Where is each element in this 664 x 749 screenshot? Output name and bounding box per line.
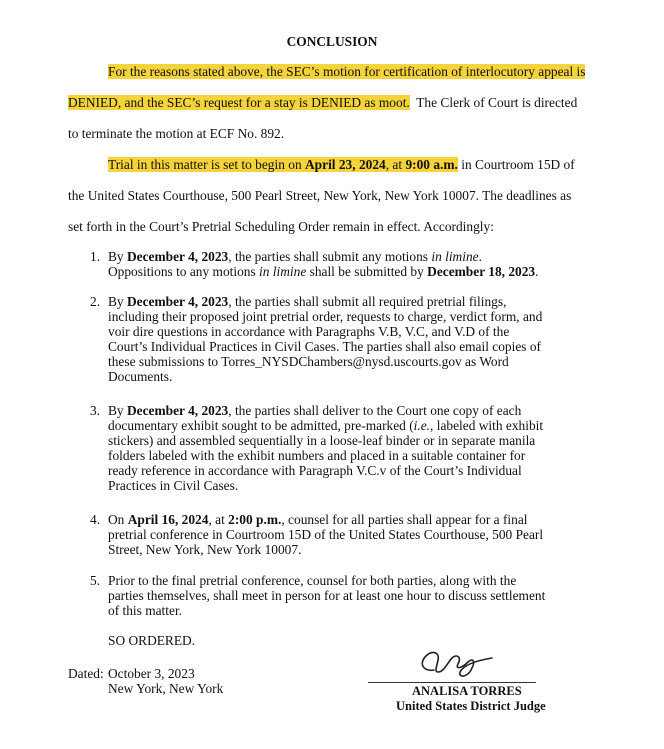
dated-label: Dated: [68,666,104,681]
item1-text: By December 4, 2023, the parties shall submit any motions in limine. Oppositions to any motions in limine shall be submitted by December 18, 2023. [108,249,539,279]
denied-highlight: DENIED, and the SEC’s request for a stay is DENIED as moot. [68,95,410,110]
para1-line3: to terminate the motion at ECF No. 892. [68,126,285,141]
judge-name: ANALISA TORRES [412,684,522,698]
item2-text: By December 4, 2023, the parties shall submit all required pretrial filings, including their proposed joint pretrial order, requests to charge, verdict form, and voir dire questions in accordance with Paragraphs V.B, V.C, and V.D of the Court’s Individual Practices in Civil Cases. The parties shall also email copies of these submissions to Torres_NYSDChambers@nysd.uscourts.gov as Word Documents. [108,294,543,384]
trial-date-highlight: Trial in this matter is set to begin on April 23, 2024, at 9:00 a.m. [108,157,458,172]
item3-text: By December 4, 2023, the parties shall deliver to the Court one copy of each documentary exhibit sought to be admitted, pre-marked (i.e., labeled with exhibit stickers) and assembled sequentially in a loose-leaf binder or in separate manila folders labeled with the exhibit numbers and placed in a suitable container for ready reference in accordance with Paragraph V.C.v of the Court’s Individual Practices in Civil Cases. [108,403,544,493]
signature-icon [410,642,510,682]
judge-title: United States District Judge [396,699,546,713]
item2-number: 2. [90,294,101,309]
item4-number: 4. [90,512,101,527]
item4-text: On April 16, 2024, at 2:00 p.m., counsel for all parties shall appear for a final pretrial conference in Courtroom 15D of the United States Courthouse, 500 Pearl Street, New York, New York 10007. [108,512,544,557]
item1-number: 1. [90,249,101,264]
para2-line2: the United States Courthouse, 500 Pearl Street, New York, New York 10007. The deadlines as [68,188,572,203]
item5-number: 5. [90,573,101,588]
location: New York, New York [108,681,224,696]
para2-line3: set forth in the Court’s Pretrial Scheduling Order remain in effect. Accordingly: [68,219,494,234]
item3-number: 3. [90,403,101,418]
so-ordered: SO ORDERED. [108,633,196,648]
para2-line1: Trial in this matter is set to begin on April 23, 2024, at 9:00 a.m. in Courtroom 15D of [108,157,575,172]
item5-text: Prior to the final pretrial conference, counsel for both parties, along with the parties themselves, shall meet in person for at least one hour to discuss settlement of this matter. [108,573,546,618]
signature-line [368,682,536,683]
para1-line2: DENIED, and the SEC’s request for a stay is DENIED as moot. The Clerk of Court is directed [68,95,578,110]
para1-line1: For the reasons stated above, the SEC’s motion for certification of interlocutory appeal is [108,64,586,79]
conclusion-heading: CONCLUSION [286,34,378,49]
dated-value: October 3, 2023 [108,666,195,681]
